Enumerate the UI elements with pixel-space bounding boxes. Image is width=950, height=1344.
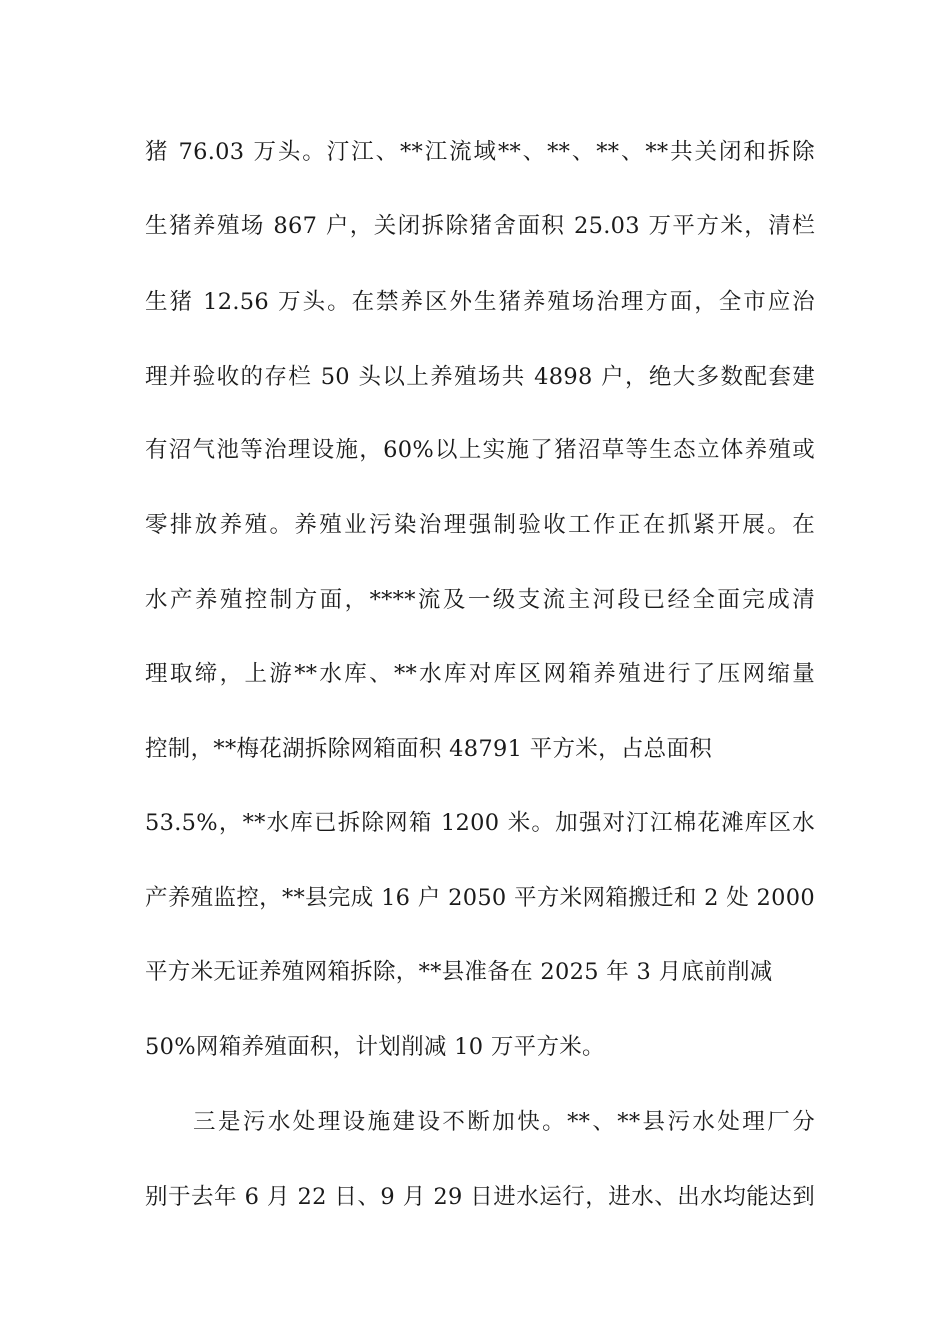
text-line-4: 理并验收的存栏 50 头以上养殖场共 4898 户，绝大多数配套建 [145, 364, 815, 390]
text-line-10: 53.5%，**水库已拆除网箱 1200 米。加强对汀江棉花滩库区水 [145, 810, 815, 836]
text-line-8: 理取缔，上游**水库、**水库对库区网箱养殖进行了压网缩量 [145, 661, 815, 687]
text-line-13: 50%网箱养殖面积，计划削减 10 万平方米。 [145, 1034, 605, 1060]
text-line-11: 产养殖监控，**县完成 16 户 2050 平方米网箱搬迁和 2 处 2000 [145, 885, 815, 911]
text-line-2: 生猪养殖场 867 户，关闭拆除猪舍面积 25.03 万平方米，清栏 [145, 213, 815, 239]
text-line-6: 零排放养殖。养殖业污染治理强制验收工作正在抓紧开展。在 [145, 512, 815, 538]
text-line-3: 生猪 12.56 万头。在禁养区外生猪养殖场治理方面，全市应治 [145, 289, 815, 315]
text-line-1: 猪 76.03 万头。汀江、**江流域**、**、**、**共关闭和拆除 [145, 139, 815, 165]
text-line-7: 水产养殖控制方面，****流及一级支流主河段已经全面完成清 [145, 587, 815, 613]
text-line-15: 别于去年 6 月 22 日、9 月 29 日进水运行，进水、出水均能达到 [145, 1184, 815, 1210]
text-line-5: 有沼气池等治理设施，60%以上实施了猪沼草等生态立体养殖或 [145, 437, 815, 463]
text-line-9: 控制，**梅花湖拆除网箱面积 48791 平方米，占总面积 [145, 736, 713, 762]
text-line-14: 三是污水处理设施建设不断加快。**、**县污水处理厂分 [193, 1109, 815, 1135]
text-line-12: 平方米无证养殖网箱拆除，**县准备在 2025 年 3 月底前削减 [145, 959, 773, 985]
